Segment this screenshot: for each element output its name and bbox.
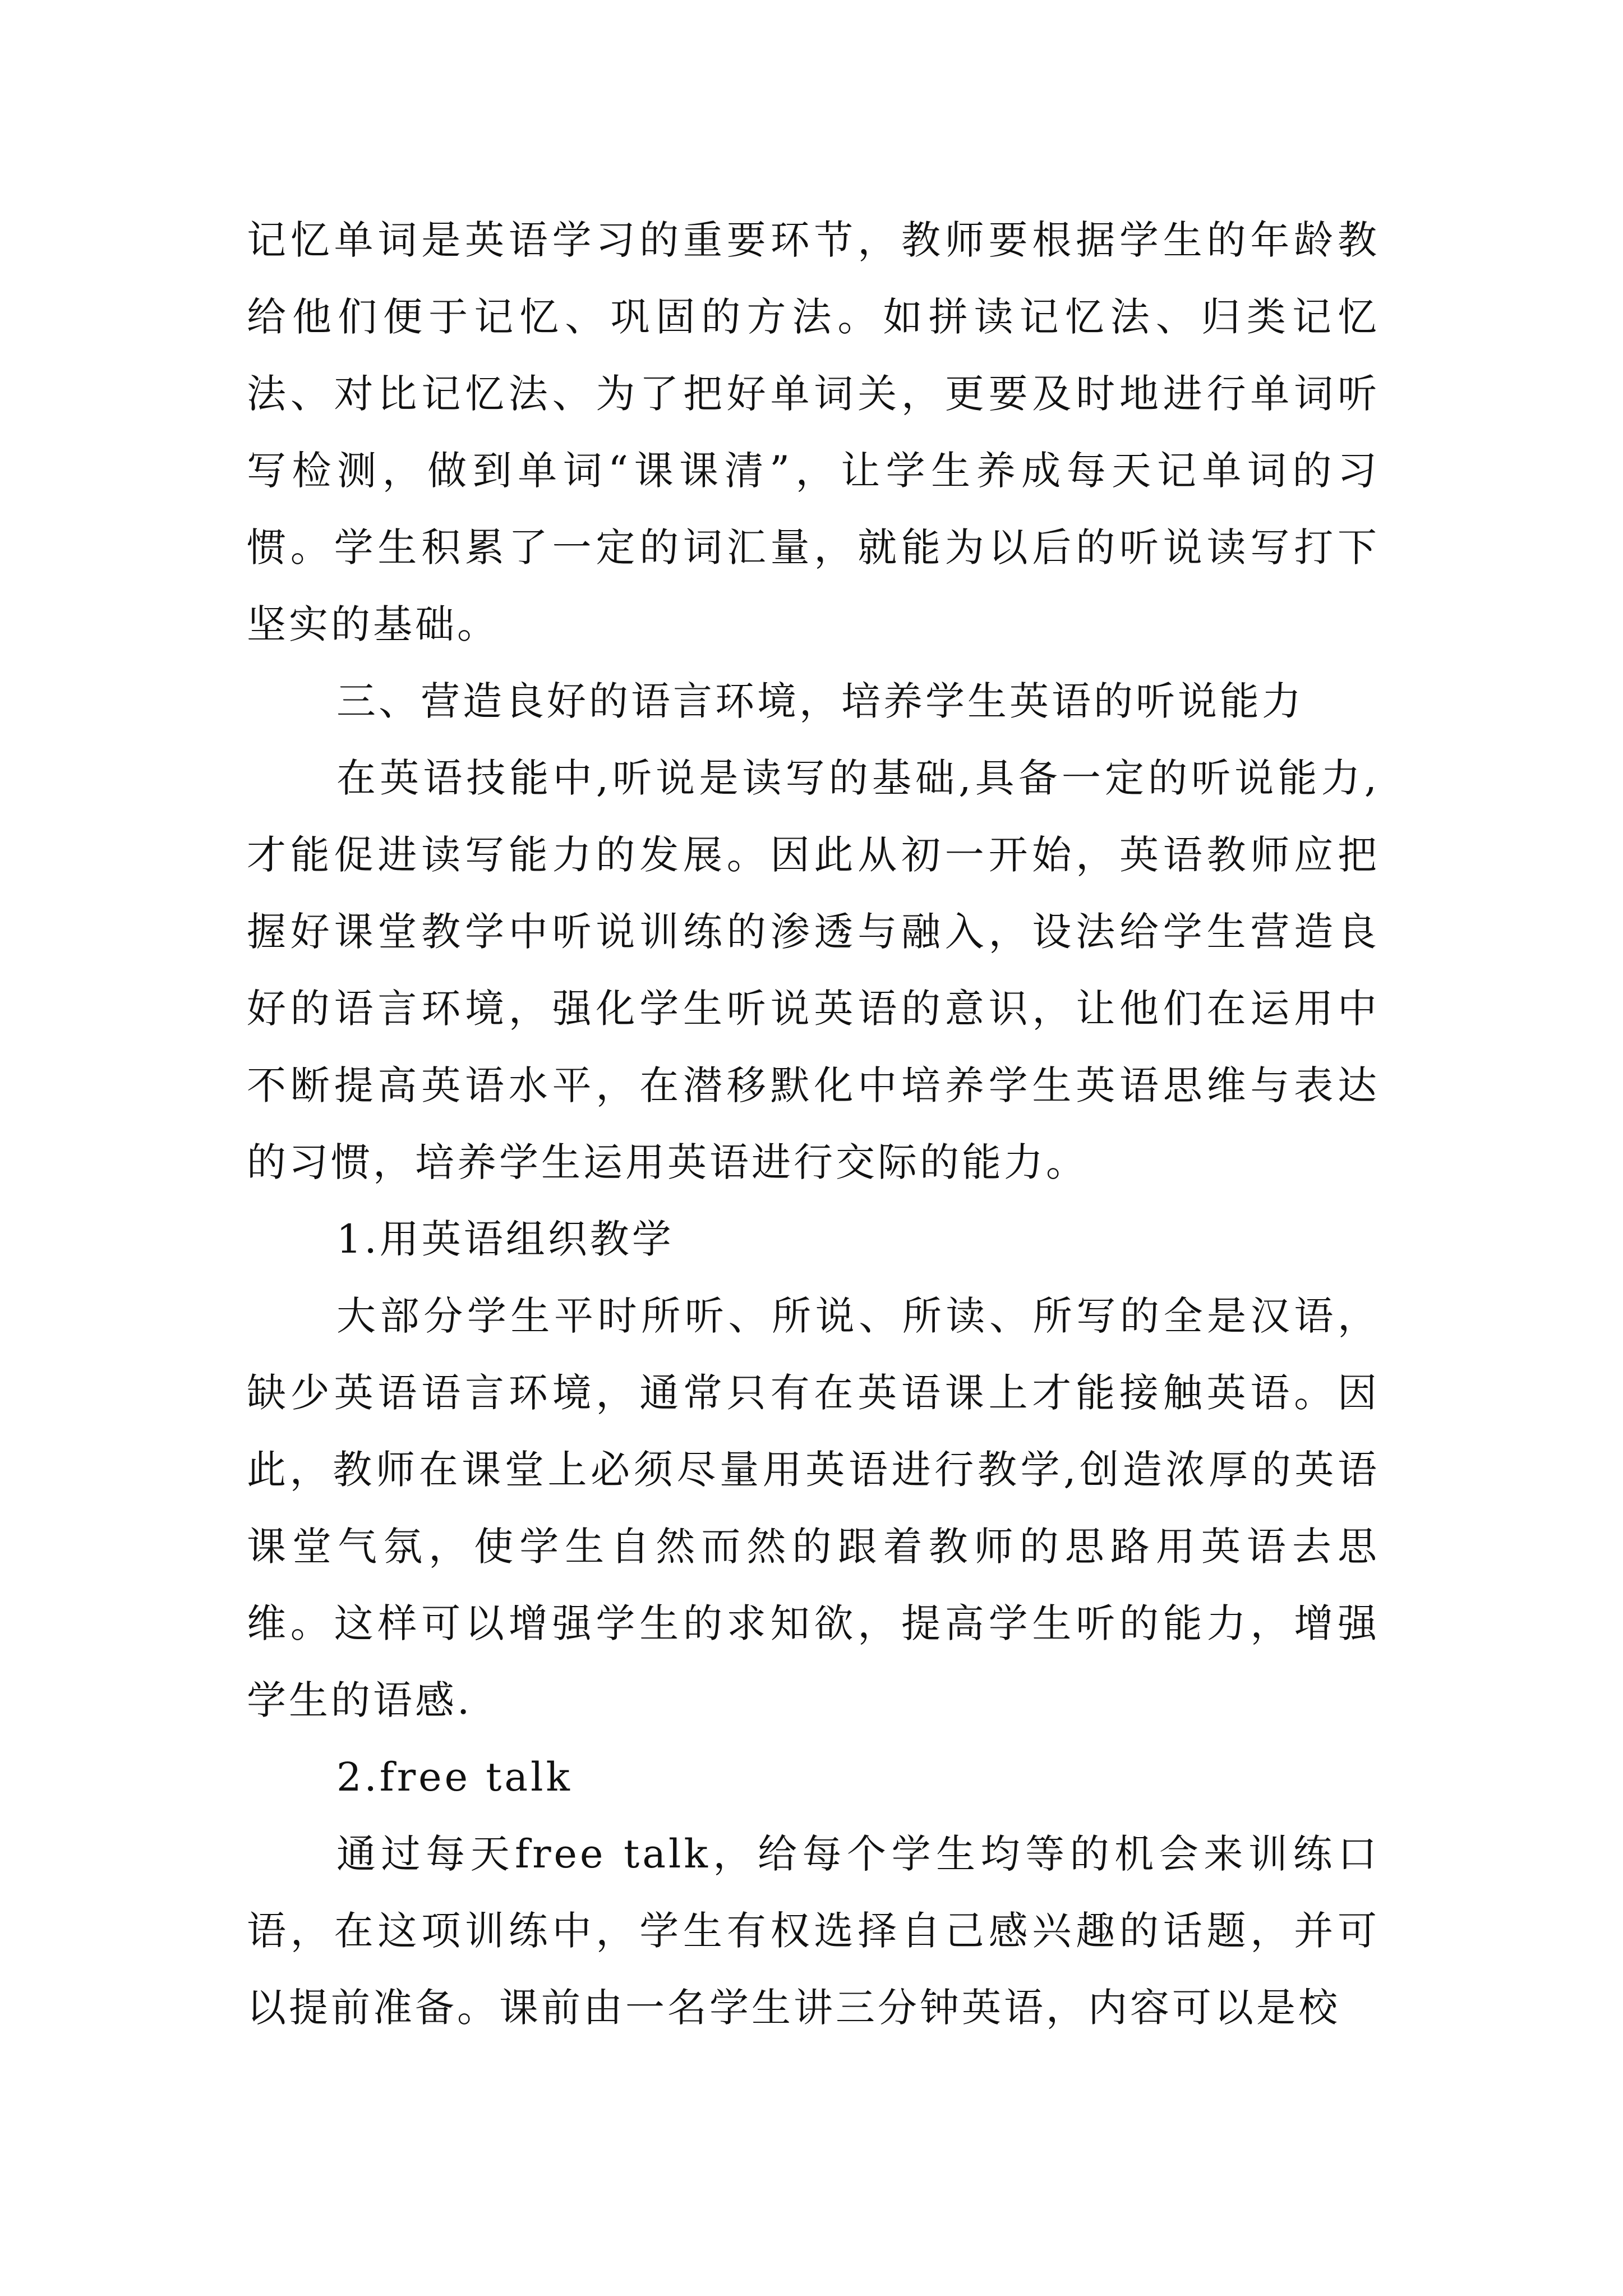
subheading-item-2: 2.free talk <box>336 1754 573 1800</box>
paragraph-item-1: 大部分学生平时所听、所说、所读、所写的全是汉语，缺少英语语言环境，通常只有在英语课上才能接触英语。因此，教师在课堂上必须尽量用英语进行教学,创造浓厚的英语课堂气氛，使学生自然而然的跟着教师的思路用英语去思维。这样可以增强学生的求知欲，提高学生听的能力，增强学生的语感. <box>247 1293 1380 1723</box>
document-body <box>247 202 1380 2046</box>
paragraph-vocab-memory: 记忆单词是英语学习的重要环节，教师要根据学生的年龄教给他们便于记忆、巩固的方法。如拼读记忆法、归类记忆法、对比记忆法、为了把好单词关，更要及时地进行单词听写检测，做到单词“课课清”，让学生养成每天记单词的习惯。学生积累了一定的词汇量，就能为以后的听说读写打下坚实的基础。 <box>247 217 1380 647</box>
paragraph-item-2: 通过每天free talk，给每个学生均等的机会来训练口语，在这项训练中，学生有权选择自己感兴趣的话题，并可以提前准备。课前由一名学生讲三分钟英语，内容可以是校 <box>247 1831 1380 2031</box>
paragraph-listening-speaking: 在英语技能中,听说是读写的基础,具备一定的听说能力,才能促进读写能力的发展。因此从初一开始，英语教师应把握好课堂教学中听说训练的渗透与融入，设法给学生营造良好的语言环境，强化学生听说英语的意识，让他们在运用中不断提高英语水平，在潜移默化中培养学生英语思维与表达的习惯，培养学生运用英语进行交际的能力。 <box>247 755 1380 1185</box>
subheading-item-1: 1.用英语组织教学 <box>336 1216 674 1262</box>
section-heading: 三、营造良好的语言环境，培养学生英语的听说能力 <box>336 678 1304 724</box>
